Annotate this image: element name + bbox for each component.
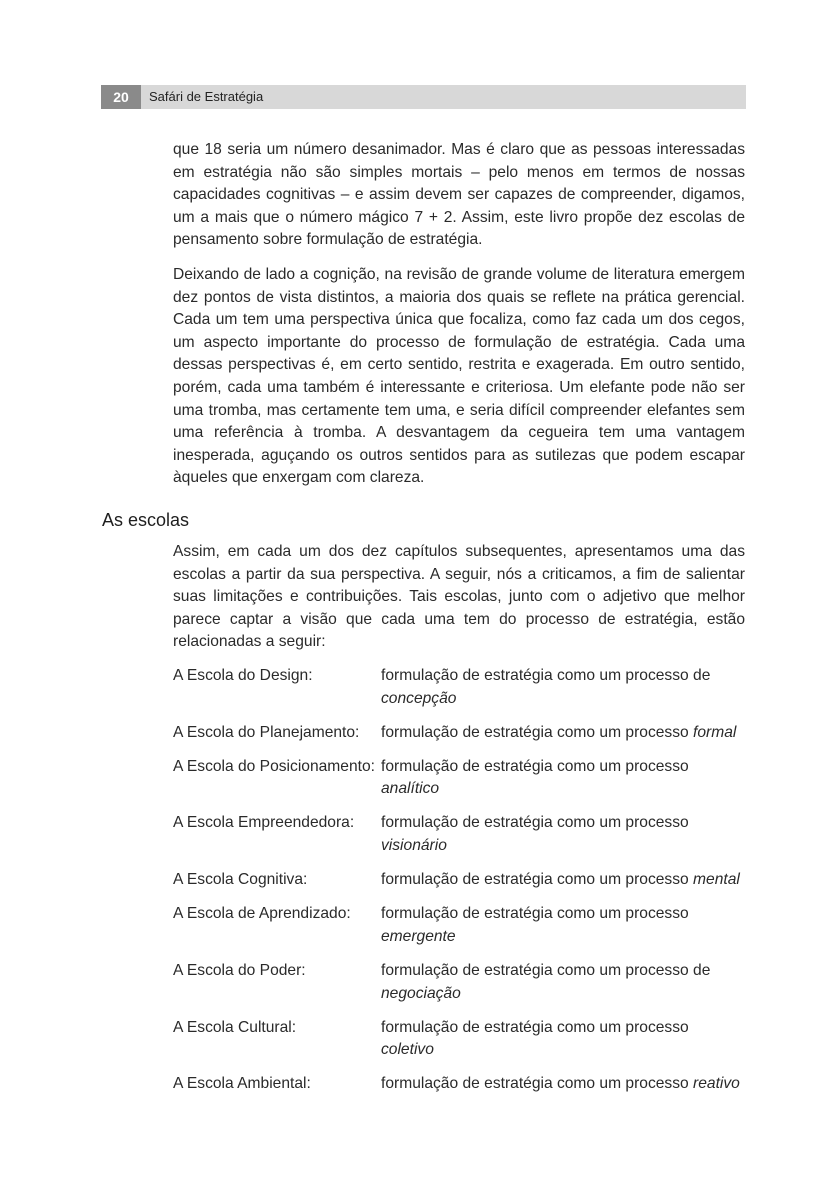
section-heading: As escolas	[102, 510, 190, 530]
section-intro	[173, 541, 745, 654]
school-name: A Escola do Planejamento:	[173, 723, 360, 741]
school-name: A Escola Cognitiva:	[173, 871, 308, 889]
school-name: A Escola de Aprendizado:	[173, 905, 351, 923]
description-text: formulação de estratégia como um processo	[381, 1018, 689, 1036]
list-item	[173, 756, 763, 801]
school-description	[381, 1017, 763, 1062]
list-item	[173, 1073, 763, 1096]
school-name: A Escola Ambiental:	[173, 1075, 311, 1093]
school-adjective: reativo	[693, 1075, 740, 1093]
paragraph-2	[173, 264, 745, 490]
list-item	[173, 722, 763, 745]
school-description	[381, 869, 763, 892]
paragraph-1	[173, 139, 745, 252]
school-name: A Escola do Posicionamento:	[173, 757, 375, 775]
list-item	[173, 869, 763, 892]
school-adjective: analítico	[381, 780, 440, 798]
school-adjective: emergente	[381, 927, 456, 945]
school-adjective: coletivo	[381, 1041, 434, 1059]
description-text: formulação de estratégia como um processo de	[381, 667, 711, 684]
school-description	[381, 812, 763, 857]
page-number: 20	[101, 85, 141, 109]
school-adjective: negociação	[381, 984, 461, 1002]
running-header	[101, 85, 746, 109]
running-title: Safári de Estratégia	[149, 89, 264, 104]
school-adjective: concepção	[381, 689, 457, 707]
description-text: formulação de estratégia como um processo	[381, 814, 689, 832]
list-item	[173, 903, 763, 948]
school-description	[381, 960, 763, 1005]
list-item	[173, 1017, 763, 1062]
school-description	[381, 1073, 763, 1096]
school-description	[381, 903, 763, 948]
school-adjective: mental	[693, 871, 740, 889]
school-name: A Escola Cultural:	[173, 1018, 297, 1036]
school-description	[381, 722, 763, 745]
description-text: formulação de estratégia como um processo	[381, 1075, 689, 1093]
school-name: A Escola do Poder:	[173, 961, 306, 979]
list-item	[173, 960, 763, 1005]
school-name: A Escola do Design:	[173, 667, 313, 684]
description-text: formulação de estratégia como um processo	[381, 723, 689, 741]
school-name: A Escola Empreendedora:	[173, 814, 355, 832]
description-text: formulação de estratégia como um processo de	[381, 961, 711, 979]
description-text: formulação de estratégia como um processo	[381, 757, 689, 775]
paragraph-text: que 18 seria um número desanimador. Mas é claro que as pessoas interessadas em estratégia não são simples mortais – pelo menos em termos de nossas capacidades cognitivas – e assim devem ser capazes de compreender, digamos, um a mais que o número mágico 7 + 2. Assim, este livro propõe dez escolas de pensamento sobre formulação de estratégia.	[173, 141, 745, 249]
school-description	[381, 756, 763, 801]
description-text: formulação de estratégia como um processo	[381, 905, 689, 923]
schools-list	[173, 665, 763, 1107]
description-text: formulação de estratégia como um processo	[381, 871, 689, 889]
list-item	[173, 665, 763, 710]
paragraph-text: Assim, em cada um dos dez capítulos subsequentes, apresentamos uma das escolas a partir da sua perspectiva. A seguir, nós a criticamos, a fim de salientar suas limitações e contribuições. Tais escolas, junto com o adjetivo que melhor parece captar a visão que cada uma tem do processo de estratégia, estão relacionadas a seguir:	[173, 543, 745, 651]
school-adjective: formal	[693, 723, 737, 741]
paragraph-text: Deixando de lado a cognição, na revisão de grande volume de literatura emergem dez pontos de vista distintos, a maioria dos quais se reflete na prática gerencial. Cada um tem uma perspectiva única que focaliza, como faz cada um dos cegos, um aspecto importante do processo de formulação de estratégia. Cada uma dessas perspectivas é, em certo sentido, restrita e exagerada. Em outro sentido, porém, cada uma também é interessante e criteriosa. Um elefante pode não ser uma tromba, mas certamente tem uma, e seria difícil compreender elefantes sem uma referência à tromba. A desvantagem da cegueira tem uma vantagem inesperada, aguçando os outros sentidos para as sutilezas que podem escapar àqueles que enxergam com clareza.	[173, 266, 745, 487]
list-item	[173, 812, 763, 857]
school-adjective: visionário	[381, 837, 447, 855]
school-description	[381, 665, 763, 710]
